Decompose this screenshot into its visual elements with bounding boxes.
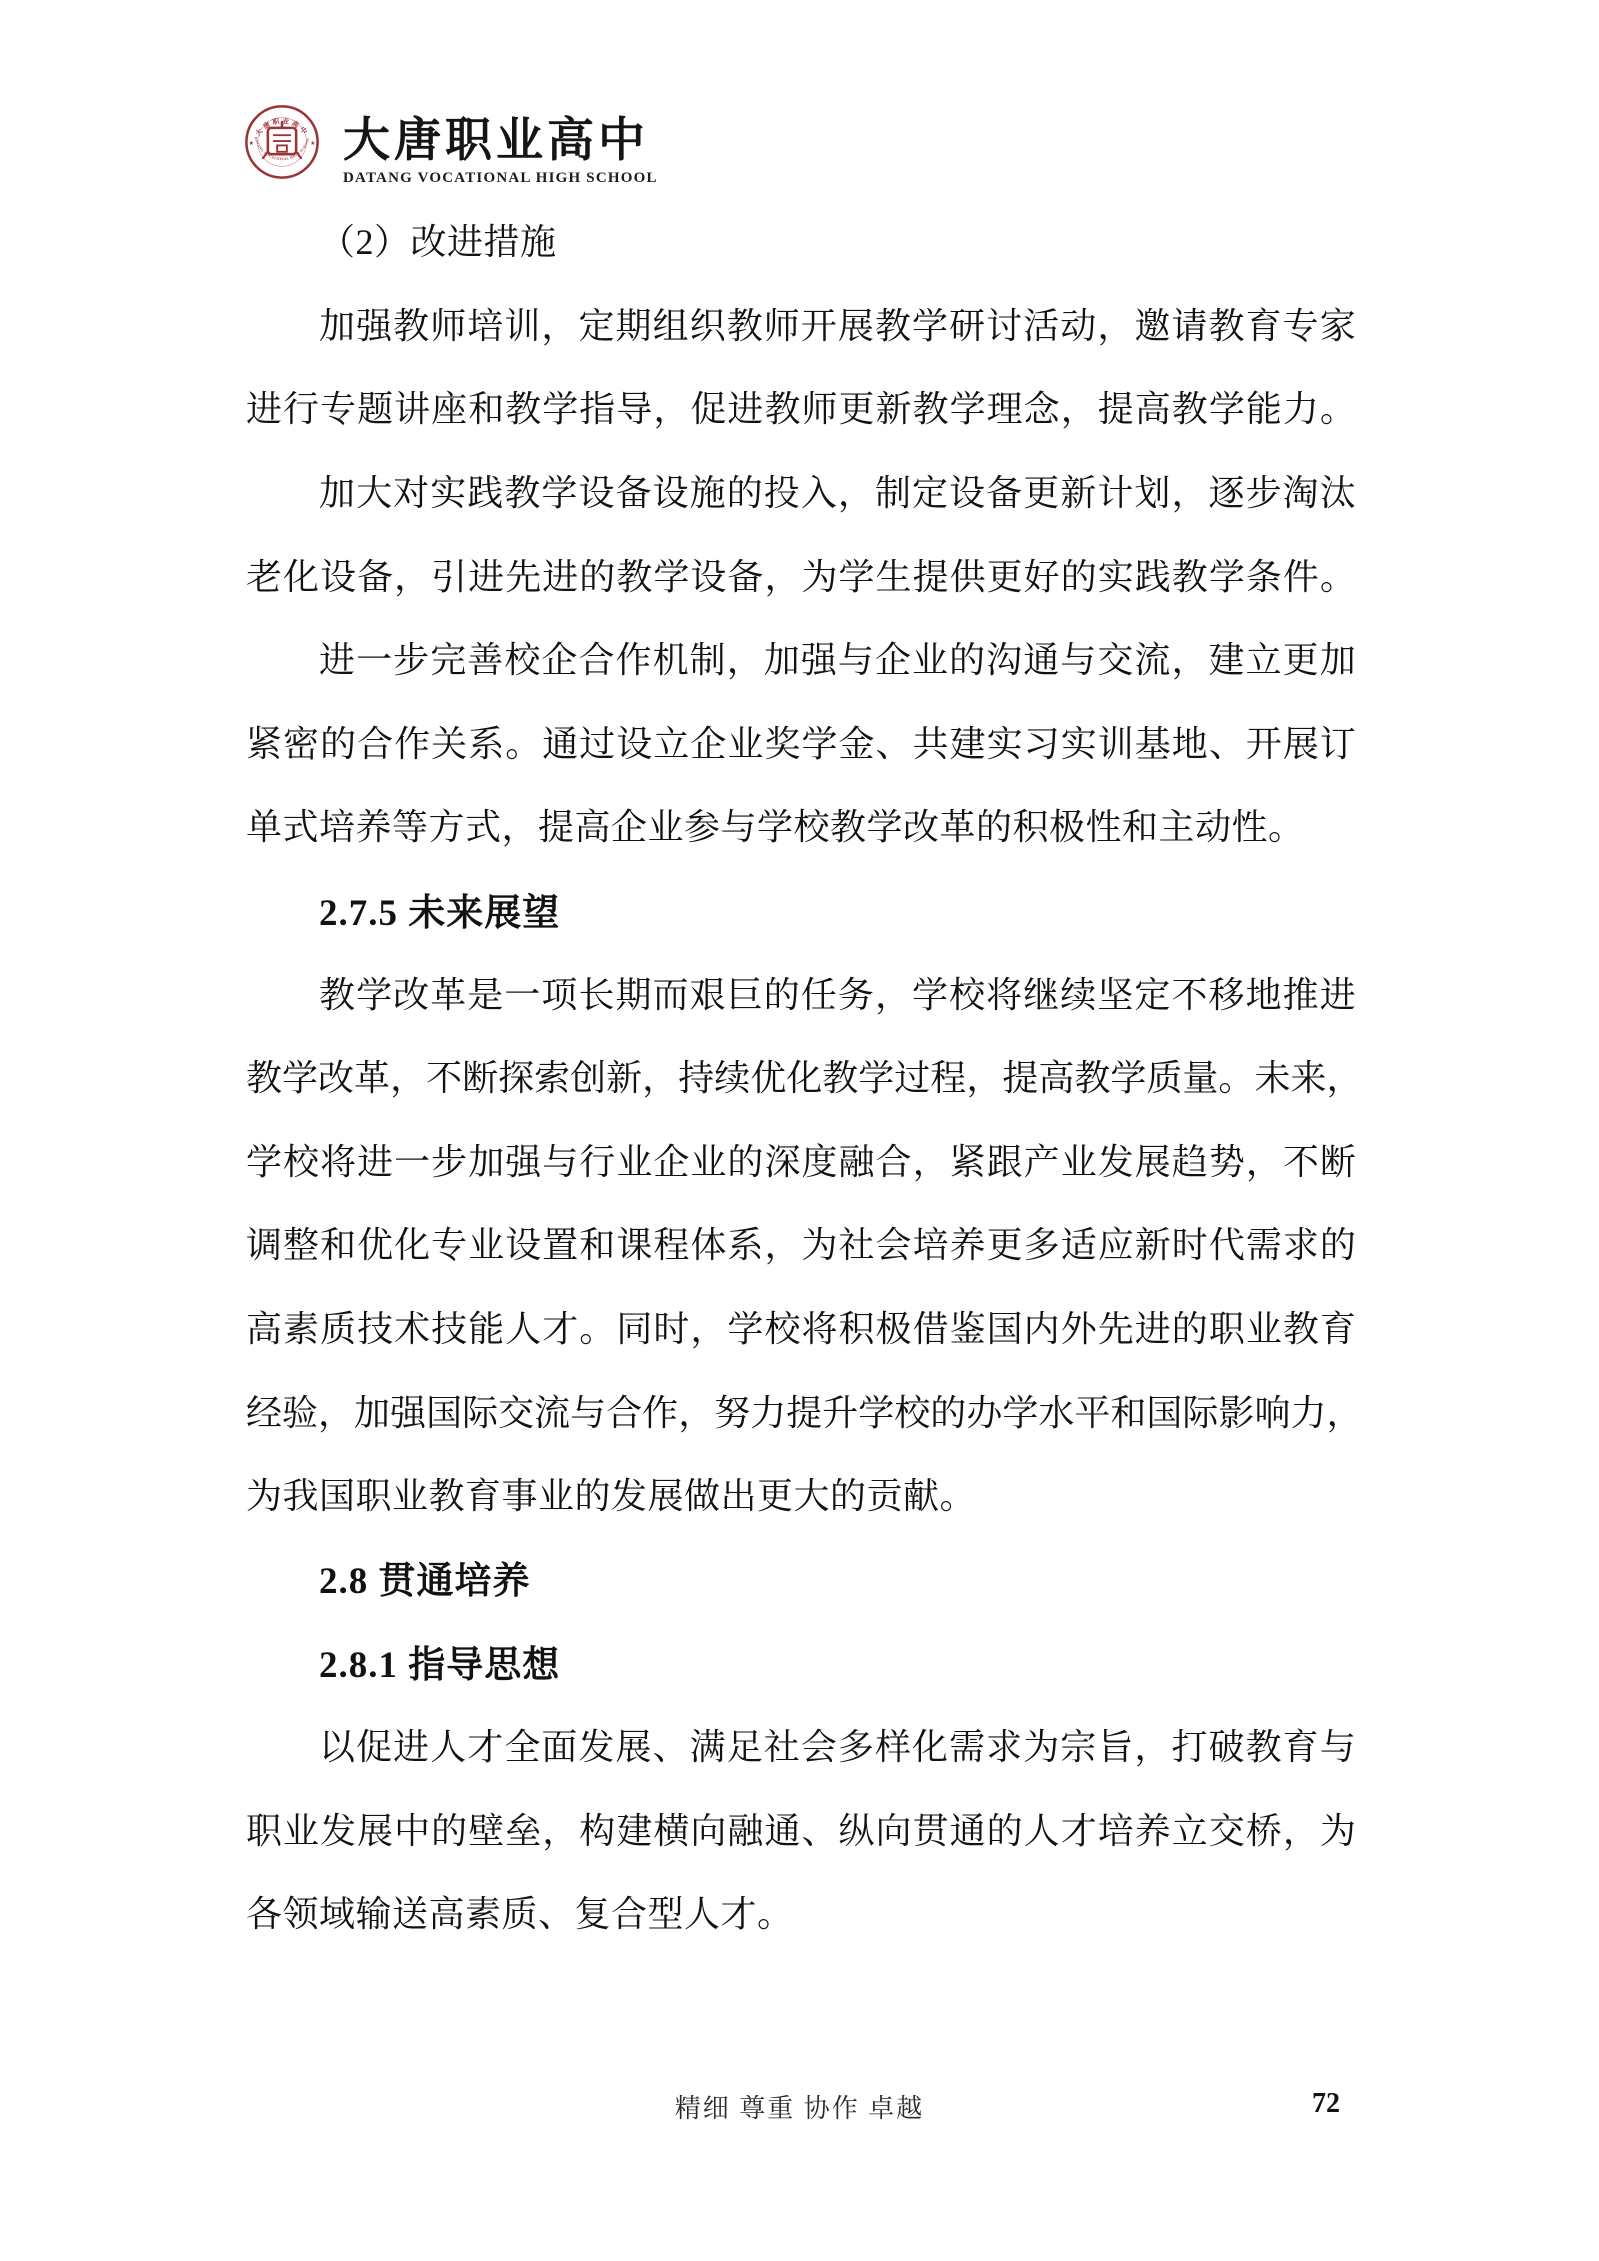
text-line: 高 素 质 技 术 技 能 人 才 。 同 时 ， 学 校 将 积 极 借 鉴 国 内 外 先 进 的 职 业 教 育 (246, 1309, 1356, 1350)
section-heading: 2.8 贯通培养 (319, 1561, 531, 1603)
footer-motto: 精细 尊重 协作 卓越 (674, 2094, 925, 2123)
school-brand (343, 103, 658, 187)
seal-tang-glyph-icon (263, 122, 301, 158)
text-line: 老 化 设 备 ， 引 进 先 进 的 教 学 设 备 ， 为 学 生 提 供 更 好 的 实 践 教 学 条 件 。 (246, 556, 1356, 597)
school-name-english: DATANG VOCATIONAL HIGH SCHOOL (343, 170, 658, 187)
seal-star-right-icon: ★ (310, 140, 316, 147)
text-line: 加 大 对 实 践 教 学 设 备 设 施 的 投 入 ， 制 定 设 备 更 新 计 划 ， 逐 步 淘 汰 (319, 473, 1356, 514)
seal-top-arc-text: 大唐职业高中 (254, 117, 310, 138)
section-heading: 2.8.1 指导思想 (319, 1644, 561, 1686)
document-body (246, 198, 1363, 1953)
text-line: 经 验 ， 加 强 国 际 交 流 与 合 作 ， 努 力 提 升 学 校 的 办 学 水 平 和 国 际 影 响 力 ， (246, 1392, 1363, 1433)
text-line: 进 一 步 完 善 校 企 合 作 机 制 ， 加 强 与 企 业 的 沟 通 与 交 流 ， 建 立 更 加 (319, 640, 1356, 681)
text-line: 教 学 改 革 ， 不 断 探 索 创 新 ， 持 续 优 化 教 学 过 程 ， 提 高 教 学 质 量 。 未 来 ， (246, 1058, 1363, 1099)
text-line: 加 强 教 师 培 训 ， 定 期 组 织 教 师 开 展 教 学 研 讨 活 动 ， 邀 请 教 育 专 家 (319, 305, 1356, 346)
text-line: 紧 密 的 合 作 关 系 。 通 过 设 立 企 业 奖 学 金 、 共 建 实 习 实 训 基 地 、 开 展 订 (246, 723, 1356, 764)
text-line: 为我国职业教育事业的发展做出更大的贡献。 (246, 1476, 977, 1517)
text-line: 单式培养等方式，提高企业参与学校教学改革的积极性和主动性。 (246, 807, 1305, 848)
text-line: 学 校 将 进 一 步 加 强 与 行 业 企 业 的 深 度 融 合 ， 紧 跟 产 业 发 展 趋 势 ， 不 断 (246, 1141, 1356, 1182)
text-line: 以 促 进 人 才 全 面 发 展 、 满 足 社 会 多 样 化 需 求 为 宗 旨 ， 打 破 教 育 与 (319, 1726, 1356, 1767)
section-heading: 2.7.5 未来展望 (319, 892, 561, 934)
seal-star-left-icon: ★ (248, 140, 254, 147)
text-line: 职 业 发 展 中 的 壁 垒 ， 构 建 横 向 融 通 、 纵 向 贯 通 的 人 才 培 养 立 交 桥 ， 为 (246, 1810, 1356, 1851)
text-line: 进 行 专 题 讲 座 和 教 学 指 导 ， 促 进 教 师 更 新 教 学 理 念 ， 提 高 教 学 能 力 。 (246, 389, 1356, 430)
page-number: 72 (1312, 2088, 1340, 2119)
text-line: （2）改进措施 (319, 222, 557, 263)
school-seal-icon (243, 103, 321, 181)
text-line: 调 整 和 优 化 专 业 设 置 和 课 程 体 系 ， 为 社 会 培 养 更 多 适 应 新 时 代 需 求 的 (246, 1225, 1356, 1266)
seal-bottom-arc-text: DATANG VOCATIONAL HIGH SCHOOL (253, 136, 311, 162)
text-line: 各领域输送高素质、复合型人才。 (246, 1894, 794, 1935)
school-name-chinese: 大唐职业高中 (343, 115, 649, 167)
text-line: 教 学 改 革 是 一 项 长 期 而 艰 巨 的 任 务 ， 学 校 将 继 续 坚 定 不 移 地 推 进 (319, 974, 1356, 1015)
school-logo (243, 103, 658, 187)
